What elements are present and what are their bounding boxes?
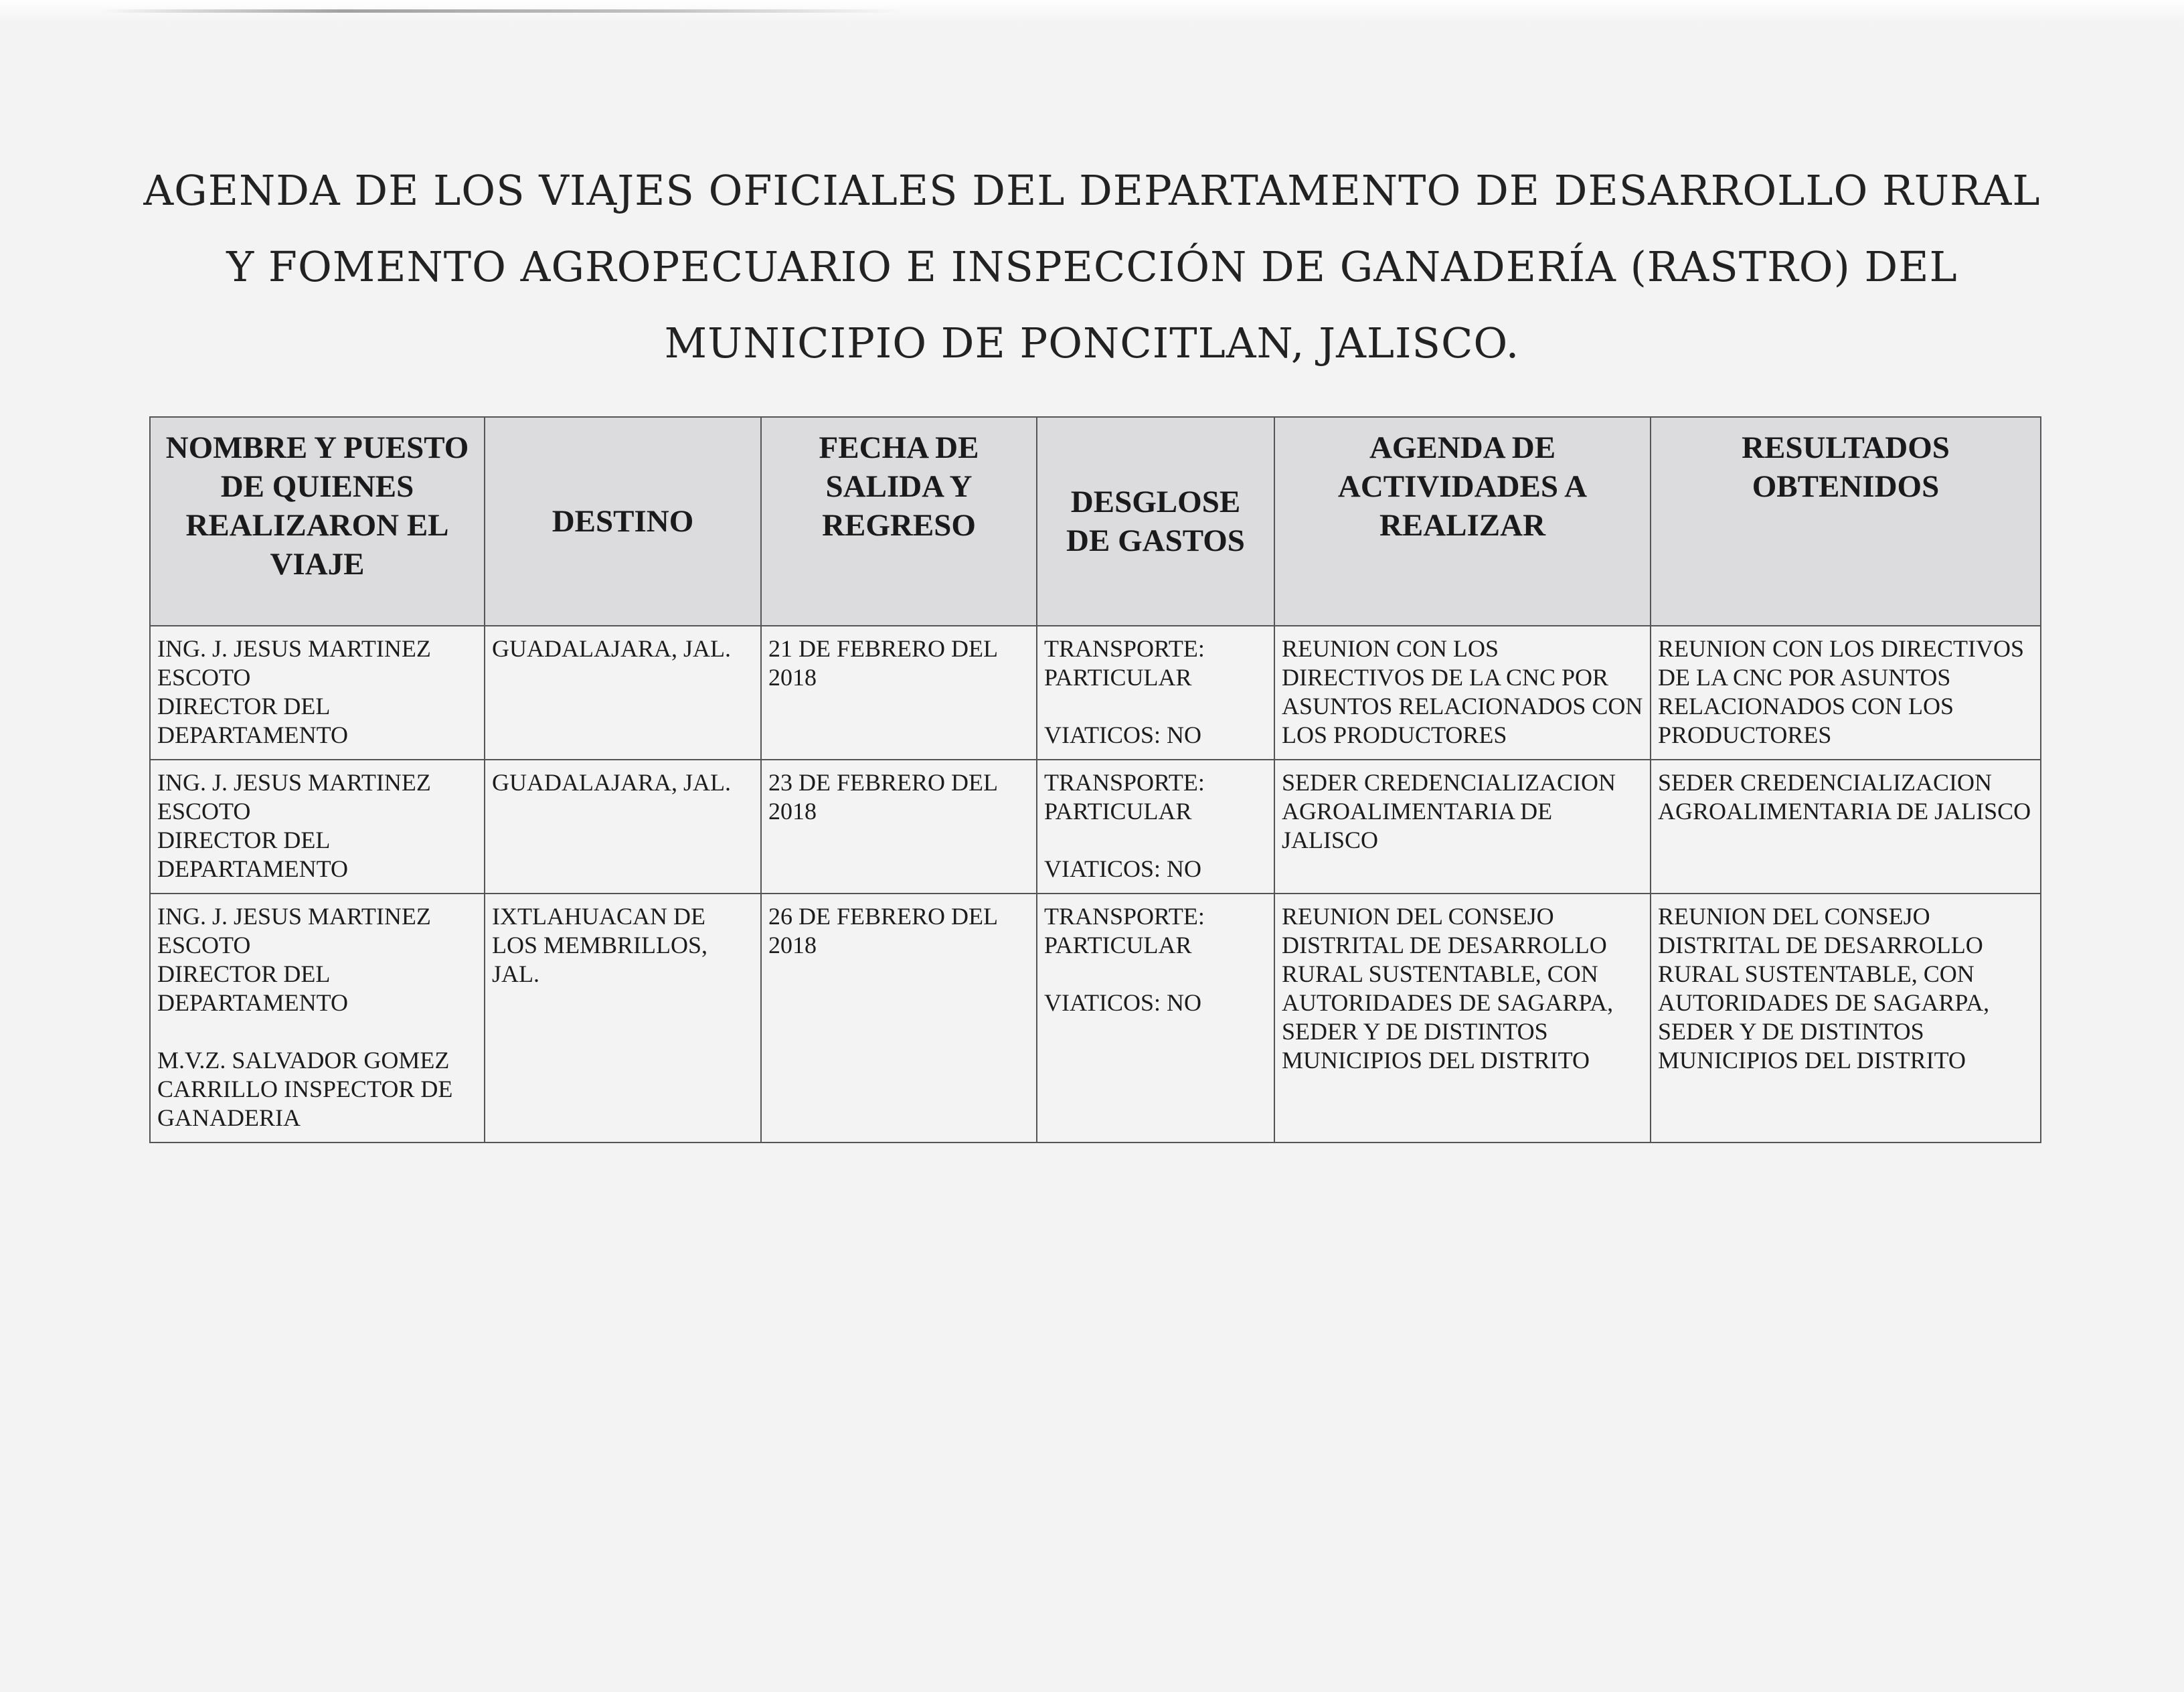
cell-fecha: 23 DE FEBRERO DEL 2018: [761, 760, 1037, 894]
viaticos-text: VIATICOS: NO: [1044, 855, 1202, 882]
document-title: [100, 153, 2084, 382]
table-row: [150, 760, 2041, 894]
transporte-text: TRANSPORTE: PARTICULAR: [1044, 903, 1211, 958]
header-agenda: AGENDA DE ACTIVIDADES A REALIZAR: [1274, 417, 1651, 626]
table-header: [150, 417, 2041, 626]
viaticos-text: VIATICOS: NO: [1044, 722, 1202, 748]
header-destino: DESTINO: [485, 417, 761, 626]
cell-fecha: 21 DE FEBRERO DEL 2018: [761, 626, 1037, 760]
table-body: [150, 626, 2041, 1143]
nombre-line: DEPARTAMENTO: [157, 722, 348, 748]
cell-nombre: [150, 626, 485, 760]
spacer: [1044, 960, 1267, 989]
cell-agenda: REUNION DEL CONSEJO DISTRITAL DE DESARROLLO RURAL SUSTENTABLE, CON AUTORIDADES DE SAGARPA, SEDER Y DE DISTINTOS MUNICIPIOS DEL DISTRITO: [1274, 894, 1651, 1143]
header-desglose: DESGLOSE DE GASTOS: [1037, 417, 1274, 626]
cell-resultados: REUNION DEL CONSEJO DISTRITAL DE DESARROLLO RURAL SUSTENTABLE, CON AUTORIDADES DE SAGARPA, SEDER Y DE DISTINTOS MUNICIPIOS DEL DISTRITO: [1651, 894, 2041, 1143]
travel-agenda-table: [149, 416, 2041, 1143]
nombre-line: ESCOTO: [157, 932, 251, 958]
nombre-line: GANADERIA: [157, 1104, 301, 1131]
header-fecha: FECHA DE SALIDA Y REGRESO: [761, 417, 1037, 626]
table-row: [150, 894, 2041, 1143]
nombre-line: ING. J. JESUS MARTINEZ: [157, 769, 431, 796]
scan-top-edge: [0, 0, 2184, 23]
nombre-line: DIRECTOR DEL: [157, 827, 331, 853]
cell-destino: GUADALAJARA, JAL.: [485, 760, 761, 894]
title-line-3: MUNICIPIO DE PONCITLAN, JALISCO.: [664, 319, 1520, 367]
nombre-line: ESCOTO: [157, 664, 251, 691]
nombre-line: M.V.Z. SALVADOR GOMEZ: [157, 1047, 450, 1074]
cell-nombre: [150, 894, 485, 1143]
cell-destino: IXTLAHUACAN DE LOS MEMBRILLOS, JAL.: [485, 894, 761, 1143]
viaticos-text: VIATICOS: NO: [1044, 989, 1202, 1016]
title-line-1: AGENDA DE LOS VIAJES OFICIALES DEL DEPARTAMENTO DE DESARROLLO RURAL: [143, 166, 2041, 215]
table-row: [150, 626, 2041, 760]
cell-agenda: SEDER CREDENCIALIZACION AGROALIMENTARIA DE JALISCO: [1274, 760, 1651, 894]
cell-gastos: [1037, 894, 1274, 1143]
scan-shadow-line: [100, 9, 904, 13]
transporte-text: TRANSPORTE: PARTICULAR: [1044, 635, 1211, 691]
cell-nombre: [150, 760, 485, 894]
spacer: [157, 1017, 477, 1046]
cell-gastos: [1037, 626, 1274, 760]
nombre-line: ESCOTO: [157, 798, 251, 825]
nombre-line: ING. J. JESUS MARTINEZ: [157, 635, 431, 662]
header-nombre: NOMBRE Y PUESTO DE QUIENES REALIZARON EL VIAJE: [150, 417, 485, 626]
nombre-line: CARRILLO INSPECTOR DE: [157, 1076, 453, 1102]
spacer: [1044, 826, 1267, 855]
cell-agenda: REUNION CON LOS DIRECTIVOS DE LA CNC POR ASUNTOS RELACIONADOS CON LOS PRODUCTORES: [1274, 626, 1651, 760]
nombre-line: DIRECTOR DEL: [157, 960, 331, 987]
header-resultados: RESULTADOS OBTENIDOS: [1651, 417, 2041, 626]
nombre-line: DEPARTAMENTO: [157, 989, 348, 1016]
cell-resultados: REUNION CON LOS DIRECTIVOS DE LA CNC POR ASUNTOS RELACIONADOS CON LOS PRODUCTORES: [1651, 626, 2041, 760]
cell-destino: GUADALAJARA, JAL.: [485, 626, 761, 760]
nombre-line: DIRECTOR DEL: [157, 693, 331, 720]
transporte-text: TRANSPORTE: PARTICULAR: [1044, 769, 1211, 825]
cell-gastos: [1037, 760, 1274, 894]
nombre-line: DEPARTAMENTO: [157, 855, 348, 882]
cell-resultados: SEDER CREDENCIALIZACION AGROALIMENTARIA DE JALISCO: [1651, 760, 2041, 894]
spacer: [1044, 692, 1267, 721]
title-line-2: Y FOMENTO AGROPECUARIO E INSPECCIÓN DE GANADERÍA (RASTRO) DEL: [226, 242, 1958, 291]
header-row: [150, 417, 2041, 626]
nombre-line: ING. J. JESUS MARTINEZ: [157, 903, 431, 930]
cell-fecha: 26 DE FEBRERO DEL 2018: [761, 894, 1037, 1143]
